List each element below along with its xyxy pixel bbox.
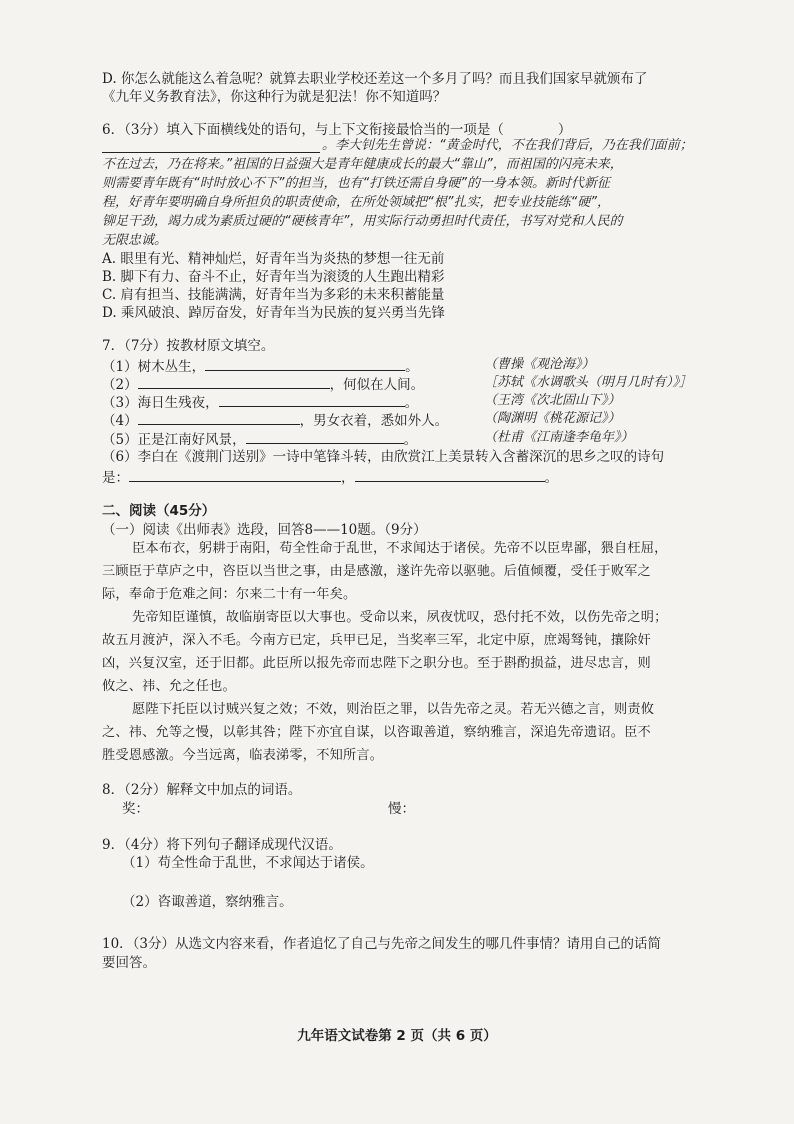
q8-stem: 8．（2分）解释文中加点的词语。 xyxy=(102,782,302,798)
q8-word1: 奖： xyxy=(122,801,149,817)
q7-item5 xyxy=(102,429,417,449)
q6-option-d[interactable]: D. 乘风破浪、踔厉奋发，好青年当为民族的复兴勇当先锋 xyxy=(102,305,445,321)
q9-stem: 9．（4分）将下列句子翻译成现代汉语。 xyxy=(102,837,342,853)
q7-item3-blank[interactable] xyxy=(219,392,405,407)
q7-item4 xyxy=(102,410,448,430)
q7-item1-blank[interactable] xyxy=(205,356,405,371)
q6-passage-line2: 不在过去，乃在将来。”祖国的日益强大是青年健康成长的最大“靠山”，而祖国的闪亮未来， xyxy=(102,157,623,172)
q7-item5-post: 。 xyxy=(403,432,418,448)
passage-line3: 际，奉命于危难之间：尔来二十有一年矣。 xyxy=(102,587,357,602)
q6-passage-line6: 无限忠诚。 xyxy=(102,233,168,248)
q7-item1-source: （曹操《观沧海》） xyxy=(484,357,595,372)
q7-item6-pre: 是： xyxy=(102,470,129,486)
passage-line4: 先帝知臣谨慎，故临崩寄臣以大事也。受命以来，夙夜忧叹，恐付托不效，以伤先帝之明； xyxy=(132,610,668,625)
q7-item4-post: ，男女衣着，悉如外人。 xyxy=(299,413,449,429)
passage-line10: 胜受恩感激。今当远离，临表涕零，不知所言。 xyxy=(102,748,384,763)
q7-item5-source: （杜甫《江南逢李龟年》） xyxy=(484,430,634,445)
q7-item3-pre: （3）海日生残夜， xyxy=(102,395,219,411)
q6-stem: 6．（3分）填入下面横线处的语句，与上下文衔接最恰当的一项是（ ） xyxy=(102,122,572,138)
q7-item6-post: 。 xyxy=(544,470,558,486)
q7-item6-mid: ， xyxy=(341,470,355,486)
section2-subtitle: （一）阅读《出师表》选段，回答8——10题。（9分） xyxy=(102,522,427,538)
q7-item1-pre: （1）树木丛生， xyxy=(102,359,206,375)
q7-item2-source: ［苏轼《水调歌头（明月几时有）》］ xyxy=(484,375,693,390)
q6-passage-line3: 则需要青年既有“时时放心不下”的担当，也有“打铁还需自身硬”的一身本领。新时代新征 xyxy=(102,176,610,191)
q7-item5-pre: （5）正是江南好风景， xyxy=(102,432,246,448)
q7-item2-blank[interactable] xyxy=(138,374,330,389)
q7-item2 xyxy=(102,374,424,394)
q7-item3-post: 。 xyxy=(404,395,419,411)
q7-item6-line2 xyxy=(102,467,558,487)
q5-option-d-line1: D. 你怎么就能这么着急呢？就算去职业学校还差这一个多月了吗？而且我们国家早就颁布了 xyxy=(102,71,648,87)
q7-item5-blank[interactable] xyxy=(246,429,404,444)
section2-title: 二、阅读（45分） xyxy=(102,503,216,519)
q6-passage-line5: 铆足干劲，竭力成为素质过硬的“硬核青年”，用实际行动勇担时代责任，书写对党和人民的 xyxy=(102,214,623,229)
passage-line7: 攸之、祎、允之任也。 xyxy=(102,679,236,694)
passage-line1: 臣本布衣，躬耕于南阳，苟全性命于乱世，不求闻达于诸侯。先帝不以臣卑鄙，猥自枉屈， xyxy=(132,541,668,556)
page-footer: 九年语文试卷第 2 页（共 6 页） xyxy=(297,1028,497,1044)
q6-passage-line4: 程，好青年要明确自身所担负的职责使命，在所处领域把“根”扎实，把专业技能练“硬”， xyxy=(102,195,610,210)
passage-line9: 之、祎、允等之慢，以彰其咎；陛下亦宜自谋，以咨诹善道，察纳雅言，深追先帝遗诏。臣不 xyxy=(102,725,651,740)
q6-answer-blank[interactable] xyxy=(102,138,320,153)
q7-item4-source: （陶渊明《桃花源记》） xyxy=(484,411,621,426)
q7-item3-source: （王湾《次北固山下》） xyxy=(484,393,621,408)
passage-line6: 凶，兴复汉室，还于旧都。此臣所以报先帝而忠陛下之职分也。至于斟酌损益，进尽忠言，则 xyxy=(102,656,651,671)
q6-option-c[interactable]: C. 肩有担当、技能满满，好青年当为多彩的未来积蓄能量 xyxy=(102,287,445,303)
passage-line8: 愿陛下托臣以讨贼兴复之效；不效，则治臣之罪，以告先帝之灵。若无兴德之言，则责攸 xyxy=(132,702,655,717)
q9-sentence1: （1）苟全性命于乱世，不求闻达于诸侯。 xyxy=(122,855,374,871)
q7-item2-post: ，何似在人间。 xyxy=(329,377,425,393)
q7-item4-pre: （4） xyxy=(102,413,138,429)
passage-line2: 三顾臣于草庐之中，咨臣以当世之事，由是感激，遂许先帝以驱驰。后值倾覆，受任于败军之 xyxy=(102,564,651,579)
q7-item4-blank[interactable] xyxy=(138,410,300,425)
q7-item3 xyxy=(102,392,418,412)
q6-option-b[interactable]: B. 脚下有力、奋斗不止，好青年当为滚烫的人生跑出精彩 xyxy=(102,269,445,285)
q6-passage-line1: 。李大钊先生曾说：“黄金时代，不在我们背后，乃在我们面前； xyxy=(322,138,693,153)
q7-stem: 7．（7分）按教材原文填空。 xyxy=(102,338,275,354)
passage-line5: 故五月渡泸，深入不毛。今南方已定，兵甲已足，当奖率三军，北定中原，庶竭驽钝，攘除奸 xyxy=(102,633,651,648)
q8-word2: 慢： xyxy=(388,801,415,817)
q7-item1-post: 。 xyxy=(405,359,419,375)
q7-item2-pre: （2） xyxy=(102,377,138,393)
q7-item6-line1: （6）李白在《渡荆门送别》一诗中笔锋斗转，由欣赏江上美景转入含蓄深沉的思乡之叹的诗句 xyxy=(102,449,665,465)
q7-item6-blank2[interactable] xyxy=(355,467,545,482)
q6-option-a[interactable]: A. 眼里有光、精神灿烂，好青年当为炎热的梦想一往无前 xyxy=(102,251,445,267)
q5-option-d-line2: 《九年义务教育法》，你这种行为就是犯法！你不知道吗？ xyxy=(102,89,447,105)
q10-line2: 要回答。 xyxy=(102,955,156,971)
q10-line1: 10．（3分）从选文内容来看，作者追忆了自己与先帝之间发生的哪几件事情？请用自己的话简 xyxy=(102,936,662,952)
q7-item1 xyxy=(102,356,419,376)
q7-item6-blank1[interactable] xyxy=(129,467,341,482)
q9-sentence2: （2）咨诹善道，察纳雅言。 xyxy=(122,894,293,910)
